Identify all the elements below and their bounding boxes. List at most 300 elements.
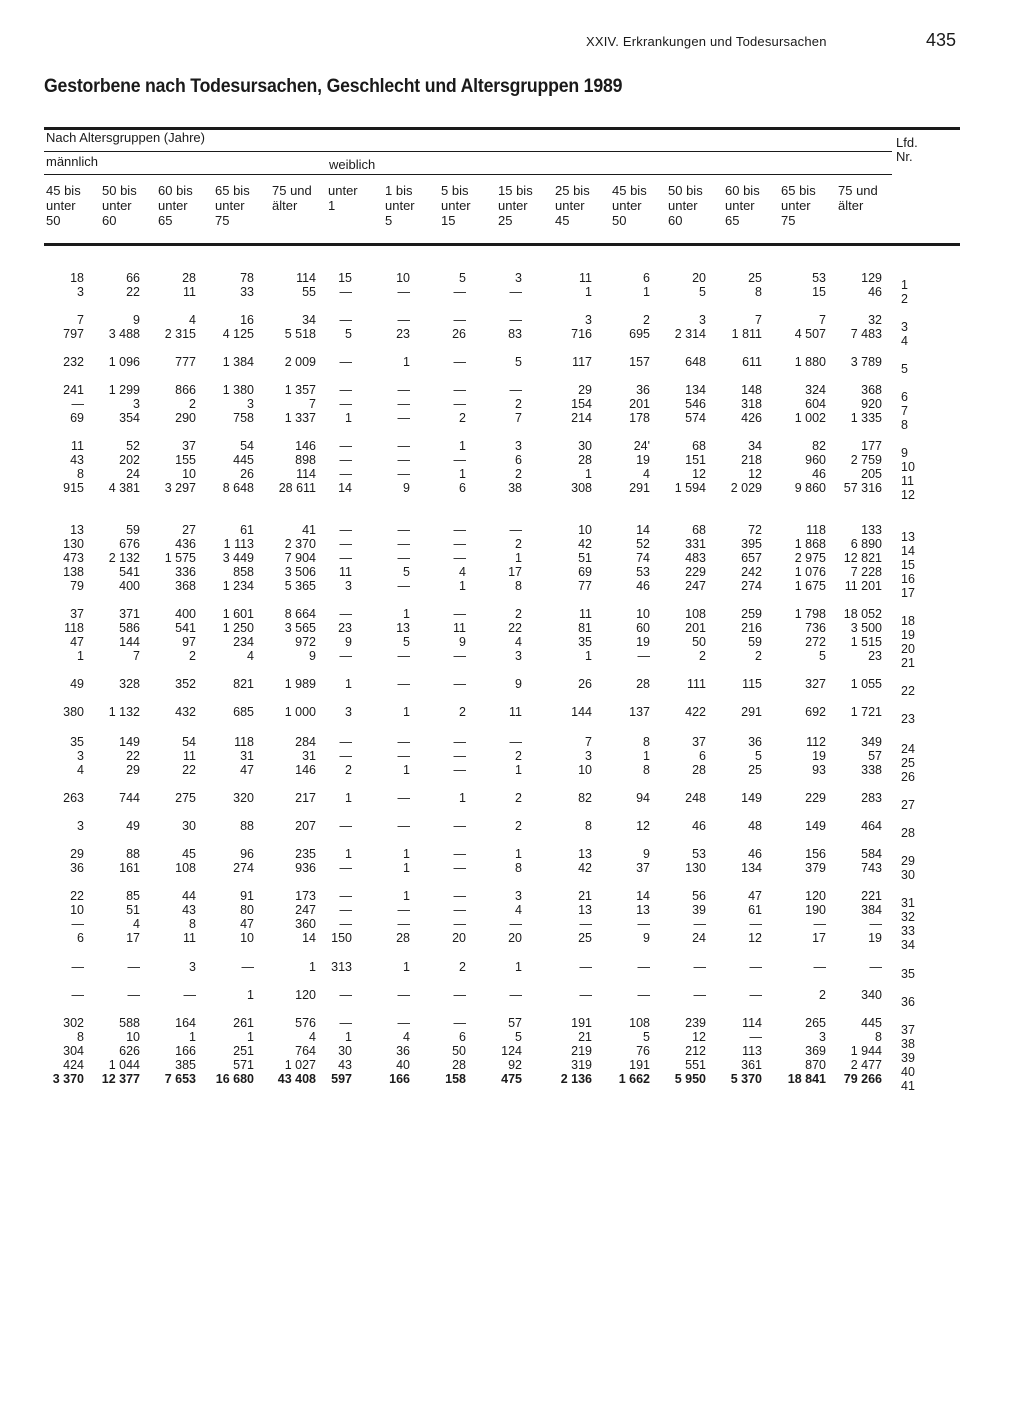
table-cell: 870	[805, 1058, 826, 1072]
row-number: 17	[901, 586, 915, 600]
table-cell: —	[453, 749, 466, 763]
table-cell: 758	[233, 411, 254, 425]
table-cell: 1 357	[284, 383, 316, 397]
table-cell: 4	[459, 565, 466, 579]
row-number: 34	[901, 938, 915, 952]
table-cell: 46	[748, 847, 762, 861]
table-cell: 10	[578, 523, 592, 537]
table-cell: 1	[345, 677, 352, 691]
rule-under-group	[44, 151, 892, 152]
table-cell: 149	[741, 791, 762, 805]
table-cell: 395	[741, 537, 762, 551]
table-cell: 10	[636, 607, 650, 621]
table-cell: 11	[183, 931, 196, 945]
table-cell: 6	[77, 931, 84, 945]
table-cell: 2 477	[850, 1058, 882, 1072]
table-cell: 32	[868, 313, 882, 327]
table-cell: 3 500	[850, 621, 882, 635]
table-cell: 13	[578, 847, 592, 861]
table-cell: 19	[812, 749, 826, 763]
table-cell: —	[397, 1016, 410, 1030]
table-cell: 858	[233, 565, 254, 579]
table-cell: 1 798	[794, 607, 826, 621]
table-cell: 2 315	[164, 327, 196, 341]
table-cell: 915	[63, 481, 84, 495]
table-cell: 11	[339, 565, 352, 579]
table-cell: 291	[741, 705, 762, 719]
table-cell: 9	[133, 313, 140, 327]
table-cell: 88	[126, 847, 140, 861]
table-cell: 274	[741, 579, 762, 593]
table-cell: —	[579, 988, 592, 1002]
table-cell: 11	[509, 705, 522, 719]
table-cell: —	[869, 917, 882, 931]
column-header: 45 bis unter 50	[46, 183, 81, 228]
table-cell: 33	[240, 285, 254, 299]
table-cell: 1	[459, 467, 466, 481]
table-cell: 275	[175, 791, 196, 805]
column-header: 60 bis unter 65	[158, 183, 193, 228]
table-cell: 55	[302, 285, 316, 299]
table-cell: —	[637, 917, 650, 931]
table-cell: 54	[240, 439, 254, 453]
table-cell: 83	[508, 327, 522, 341]
table-cell: 26	[452, 327, 466, 341]
table-cell: 97	[182, 635, 196, 649]
table-cell: 42	[578, 537, 592, 551]
row-number: 3	[901, 320, 908, 334]
table-cell: 134	[685, 383, 706, 397]
table-cell: 36	[396, 1044, 410, 1058]
column-header: 50 bis unter 60	[102, 183, 137, 228]
table-cell: 318	[741, 397, 762, 411]
table-cell: 3 506	[284, 565, 316, 579]
table-cell: 247	[295, 903, 316, 917]
table-cell: 7 228	[850, 565, 882, 579]
table-cell: 576	[295, 1016, 316, 1030]
table-cell: 34	[302, 313, 316, 327]
table-cell: 1	[403, 960, 410, 974]
table-cell: 3	[819, 1030, 826, 1044]
table-cell: 2 314	[674, 327, 706, 341]
table-cell: 201	[629, 397, 650, 411]
table-cell: 304	[63, 1044, 84, 1058]
table-cell: 7	[755, 313, 762, 327]
table-cell: 38	[508, 481, 522, 495]
table-cell: 380	[63, 705, 84, 719]
table-cell: 3	[515, 889, 522, 903]
table-cell: 41	[302, 523, 316, 537]
table-cell: 3	[77, 819, 84, 833]
row-number: 36	[901, 995, 915, 1009]
table-cell: —	[509, 735, 522, 749]
table-cell: 1	[643, 749, 650, 763]
table-cell: 4	[515, 635, 522, 649]
table-cell: 29	[578, 383, 592, 397]
table-cell: 26	[240, 467, 254, 481]
table-cell: 12 377	[101, 1072, 140, 1086]
table-cell: —	[183, 988, 196, 1002]
table-cell: 20	[692, 271, 706, 285]
table-cell: 47	[240, 763, 254, 777]
table-cell: 251	[233, 1044, 254, 1058]
table-cell: 46	[812, 467, 826, 481]
table-cell: 597	[331, 1072, 352, 1086]
table-cell: —	[453, 763, 466, 777]
table-cell: 319	[571, 1058, 592, 1072]
table-cell: 16	[240, 313, 254, 327]
row-number: 5	[901, 362, 908, 376]
table-cell: 229	[685, 565, 706, 579]
table-cell: 2	[189, 397, 196, 411]
column-header: 45 bis unter 50	[612, 183, 647, 228]
table-cell: 1	[403, 889, 410, 903]
table-cell: 5	[459, 271, 466, 285]
table-cell: 400	[175, 607, 196, 621]
table-cell: 22	[182, 763, 196, 777]
table-cell: 177	[861, 439, 882, 453]
table-cell: 1 811	[731, 327, 762, 341]
table-cell: 400	[119, 579, 140, 593]
table-cell: 379	[805, 861, 826, 875]
table-cell: 47	[240, 917, 254, 931]
table-cell: 283	[861, 791, 882, 805]
row-number: 31	[901, 896, 915, 910]
table-cell: 8 664	[284, 607, 316, 621]
row-number: 24	[901, 742, 915, 756]
table-cell: —	[453, 537, 466, 551]
table-cell: 2 370	[284, 537, 316, 551]
table-cell: 42	[578, 861, 592, 875]
table-cell: 108	[629, 1016, 650, 1030]
table-cell: —	[339, 285, 352, 299]
table-cell: 13	[636, 903, 650, 917]
table-cell: —	[749, 988, 762, 1002]
table-cell: 1 076	[794, 565, 826, 579]
table-cell: 821	[233, 677, 254, 691]
table-cell: 114	[296, 467, 316, 481]
table-cell: 354	[119, 411, 140, 425]
table-cell: —	[397, 537, 410, 551]
table-cell: 3 789	[850, 355, 882, 369]
row-number: 12	[901, 488, 915, 502]
table-cell: 2	[515, 819, 522, 833]
table-cell: 118	[806, 523, 826, 537]
table-cell: 384	[861, 903, 882, 917]
table-cell: 936	[295, 861, 316, 875]
table-cell: 17	[812, 931, 826, 945]
table-cell: 10	[240, 931, 254, 945]
table-cell: —	[397, 735, 410, 749]
table-cell: 35	[70, 735, 84, 749]
table-cell: 81	[578, 621, 592, 635]
table-cell: 8	[189, 917, 196, 931]
table-cell: —	[127, 988, 140, 1002]
table-cell: 13	[396, 621, 410, 635]
table-cell: 5	[643, 1030, 650, 1044]
table-cell: 338	[861, 763, 882, 777]
table-cell: 2	[189, 649, 196, 663]
table-cell: —	[509, 285, 522, 299]
table-cell: 154	[571, 397, 592, 411]
table-cell: 1 337	[284, 411, 316, 425]
table-cell: 11	[183, 285, 196, 299]
table-cell: 39	[692, 903, 706, 917]
table-cell: 51	[126, 903, 140, 917]
table-cell: 30	[338, 1044, 352, 1058]
column-header: 65 bis unter 75	[781, 183, 816, 228]
table-cell: —	[397, 383, 410, 397]
table-cell: 265	[805, 1016, 826, 1030]
table-cell: 588	[119, 1016, 140, 1030]
table-cell: 19	[868, 931, 882, 945]
table-cell: 11 201	[844, 579, 882, 593]
table-cell: 483	[685, 551, 706, 565]
table-cell: —	[339, 523, 352, 537]
table-cell: —	[339, 819, 352, 833]
table-cell: —	[339, 735, 352, 749]
table-cell: 201	[685, 621, 706, 635]
table-cell: —	[693, 917, 706, 931]
table-cell: 7	[309, 397, 316, 411]
table-cell: —	[339, 551, 352, 565]
table-cell: 2 975	[794, 551, 826, 565]
table-cell: 133	[861, 523, 882, 537]
table-cell: —	[509, 313, 522, 327]
male-label: männlich	[46, 154, 99, 169]
table-cell: 1	[515, 960, 522, 974]
table-cell: 3 565	[284, 621, 316, 635]
table-cell: 144	[571, 705, 592, 719]
table-cell: 88	[240, 819, 254, 833]
table-cell: 158	[445, 1072, 466, 1086]
table-cell: —	[339, 383, 352, 397]
table-cell: 60	[636, 621, 650, 635]
table-cell: 248	[685, 791, 706, 805]
table-cell: 9	[515, 677, 522, 691]
table-cell: 28 611	[278, 481, 316, 495]
table-cell: 6 890	[850, 537, 882, 551]
table-cell: 475	[501, 1072, 522, 1086]
table-cell: 7	[819, 313, 826, 327]
table-cell: —	[71, 988, 84, 1002]
table-cell: 3	[515, 271, 522, 285]
table-cell: 37	[70, 607, 84, 621]
table-cell: 46	[868, 285, 882, 299]
table-cell: 144	[119, 635, 140, 649]
table-cell: 29	[70, 847, 84, 861]
table-cell: 8	[643, 763, 650, 777]
page-number: 435	[926, 30, 957, 50]
table-cell: 124	[501, 1044, 522, 1058]
table-cell: 24	[692, 931, 706, 945]
table-cell: 61	[748, 903, 762, 917]
table-cell: 108	[175, 861, 196, 875]
table-cell: 242	[741, 565, 762, 579]
table-cell: —	[397, 551, 410, 565]
table-cell: 1	[459, 439, 466, 453]
table-cell: 2	[459, 960, 466, 974]
table-cell: 8	[755, 285, 762, 299]
rule-under-gender	[44, 174, 892, 175]
row-number: 29	[901, 854, 915, 868]
table-cell: 20	[452, 931, 466, 945]
table-cell: 5	[403, 635, 410, 649]
table-cell: —	[397, 439, 410, 453]
table-cell: 207	[295, 819, 316, 833]
table-cell: 118	[64, 621, 84, 635]
table-cell: 626	[119, 1044, 140, 1058]
table-cell: 368	[861, 383, 882, 397]
table-cell: 82	[578, 791, 592, 805]
table-cell: —	[397, 988, 410, 1002]
table-cell: 29	[126, 763, 140, 777]
table-cell: 219	[571, 1044, 592, 1058]
table-cell: 11	[579, 271, 592, 285]
table-cell: 1 380	[222, 383, 254, 397]
table-cell: 1 002	[794, 411, 826, 425]
table-cell: 21	[578, 1030, 592, 1044]
table-cell: 259	[741, 607, 762, 621]
table-cell: 221	[861, 889, 882, 903]
table-cell: 541	[119, 565, 140, 579]
table-cell: 272	[805, 635, 826, 649]
table-cell: 118	[234, 735, 254, 749]
table-cell: 28	[692, 763, 706, 777]
table-cell: 6	[459, 1030, 466, 1044]
table-cell: 36	[70, 861, 84, 875]
table-cell: —	[339, 988, 352, 1002]
table-cell: 290	[175, 411, 196, 425]
table-cell: —	[397, 313, 410, 327]
table-cell: 3	[585, 749, 592, 763]
table-cell: 2	[515, 537, 522, 551]
table-cell: 5	[345, 327, 352, 341]
table-cell: —	[339, 467, 352, 481]
table-cell: —	[339, 903, 352, 917]
table-cell: 385	[175, 1058, 196, 1072]
table-cell: 692	[805, 705, 826, 719]
table-cell: —	[397, 523, 410, 537]
table-cell: 368	[175, 579, 196, 593]
table-cell: 4	[133, 917, 140, 931]
table-cell: —	[693, 988, 706, 1002]
table-cell: 1	[403, 763, 410, 777]
table-cell: 74	[636, 551, 650, 565]
table-cell: 91	[240, 889, 254, 903]
table-title: Gestorbene nach Todesursachen, Geschlecht und Altersgruppen 1989	[44, 76, 623, 97]
table-cell: 7 483	[850, 327, 882, 341]
table-cell: 15	[338, 271, 352, 285]
table-cell: —	[813, 917, 826, 931]
table-cell: 1	[403, 861, 410, 875]
table-cell: 113	[742, 1044, 762, 1058]
table-cell: 3 297	[164, 481, 196, 495]
table-cell: 114	[296, 271, 316, 285]
table-cell: 777	[175, 355, 196, 369]
table-cell: 229	[805, 791, 826, 805]
table-cell: 327	[805, 677, 826, 691]
row-number: 14	[901, 544, 915, 558]
table-cell: 214	[571, 411, 592, 425]
table-cell: —	[453, 903, 466, 917]
table-cell: 1 721	[850, 705, 882, 719]
table-cell: 284	[295, 735, 316, 749]
table-cell: 79	[70, 579, 84, 593]
table-cell: 1	[515, 551, 522, 565]
table-cell: 79 266	[843, 1072, 882, 1086]
table-cell: 2 009	[284, 355, 316, 369]
table-cell: 898	[295, 453, 316, 467]
table-cell: 7	[585, 735, 592, 749]
table-cell: 7	[133, 649, 140, 663]
table-cell: —	[339, 749, 352, 763]
table-cell: 166	[389, 1072, 410, 1086]
row-number: 13	[901, 530, 915, 544]
table-cell: 27	[182, 523, 196, 537]
table-cell: 2	[459, 705, 466, 719]
table-cell: 1 299	[108, 383, 140, 397]
table-cell: 2	[643, 313, 650, 327]
table-cell: 4 507	[794, 327, 826, 341]
table-cell: 744	[119, 791, 140, 805]
row-number: 4	[901, 334, 908, 348]
column-header: 5 bis unter 15	[441, 183, 471, 228]
table-cell: 18 052	[843, 607, 882, 621]
table-cell: 331	[685, 537, 706, 551]
table-cell: 685	[233, 705, 254, 719]
row-number: 16	[901, 572, 915, 586]
table-cell: 149	[119, 735, 140, 749]
table-cell: —	[453, 735, 466, 749]
table-cell: 30	[182, 819, 196, 833]
table-cell: —	[579, 960, 592, 974]
table-cell: 302	[63, 1016, 84, 1030]
table-cell: 551	[685, 1058, 706, 1072]
table-cell: 48	[748, 819, 762, 833]
table-cell: —	[397, 453, 410, 467]
table-cell: 13	[578, 903, 592, 917]
table-cell: 18	[70, 271, 84, 285]
table-cell: 12	[748, 467, 762, 481]
table-cell: 3	[189, 960, 196, 974]
row-number: 27	[901, 798, 915, 812]
table-cell: 235	[295, 847, 316, 861]
table-cell: 2	[819, 988, 826, 1002]
table-cell: 66	[126, 271, 140, 285]
table-cell: 445	[861, 1016, 882, 1030]
table-cell: 361	[741, 1058, 762, 1072]
table-cell: 57 316	[843, 481, 882, 495]
table-cell: 6	[699, 749, 706, 763]
table-cell: —	[453, 607, 466, 621]
table-cell: 1	[345, 847, 352, 861]
table-cell: —	[339, 397, 352, 411]
table-cell: 3	[345, 579, 352, 593]
table-cell: 23	[396, 327, 410, 341]
table-cell: 92	[508, 1058, 522, 1072]
table-cell: 736	[805, 621, 826, 635]
table-cell: 12 821	[843, 551, 882, 565]
table-cell: 28	[182, 271, 196, 285]
table-cell: —	[339, 313, 352, 327]
table-cell: 23	[338, 621, 352, 635]
table-cell: 972	[295, 635, 316, 649]
table-cell: 1 335	[850, 411, 882, 425]
table-cell: 50	[692, 635, 706, 649]
row-number: 23	[901, 712, 915, 726]
table-cell: —	[509, 917, 522, 931]
